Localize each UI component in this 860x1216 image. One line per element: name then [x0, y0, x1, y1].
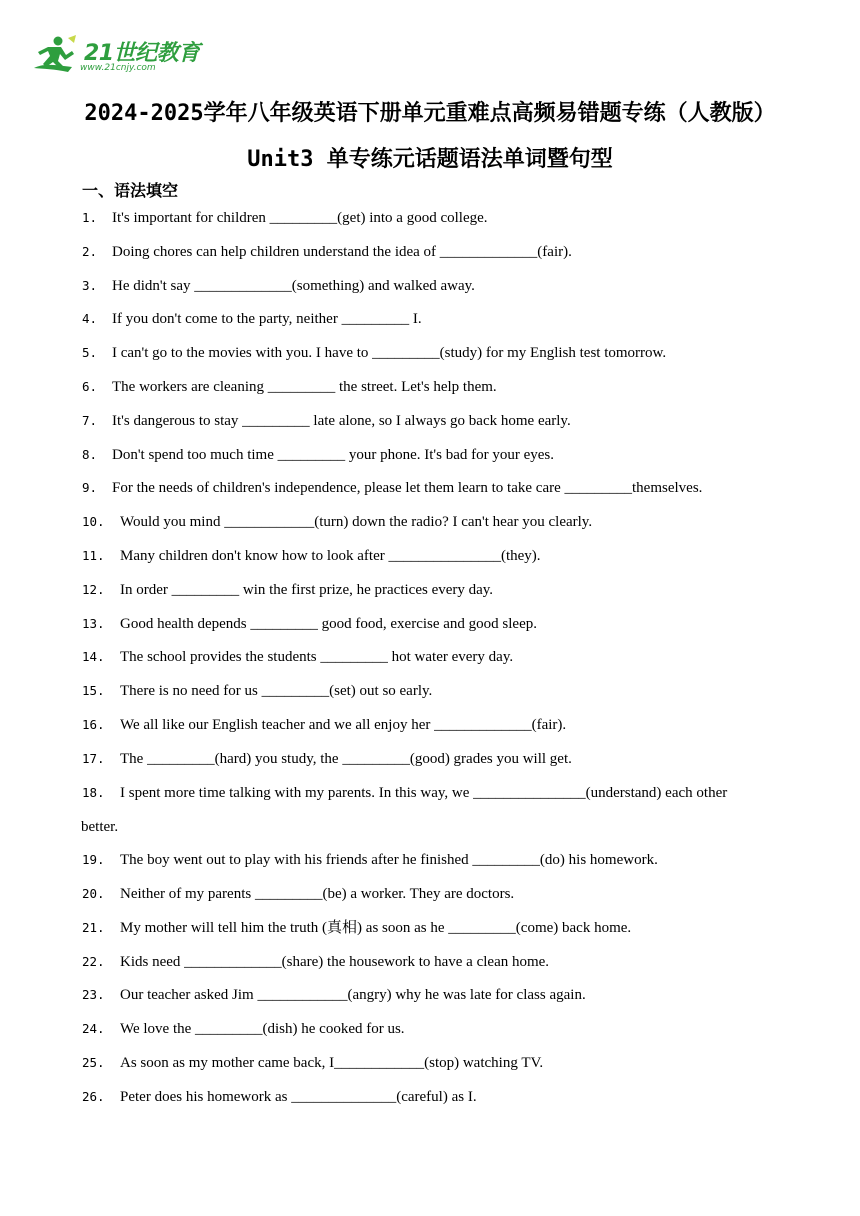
question-number: 21. [82, 919, 105, 935]
question-number: 9. [82, 480, 98, 496]
question-number: 5. [82, 345, 98, 361]
question-item [82, 950, 782, 984]
question-item [82, 341, 782, 375]
question-item [82, 443, 782, 477]
question-text: For the needs of children's independence, please let them learn to take care _________themselves. [112, 480, 703, 497]
question-item [82, 274, 782, 308]
question-text: We love the _________(dish) he cooked for us. [120, 1021, 405, 1038]
question-number: 25. [82, 1054, 105, 1070]
question-item [82, 375, 782, 409]
question-item [82, 578, 782, 612]
site-logo [28, 34, 198, 76]
question-text: The _________(hard) you study, the _________(good) grades you will get. [120, 750, 572, 767]
question-number: 2. [82, 243, 98, 259]
question-item [82, 781, 782, 849]
question-number: 24. [82, 1021, 105, 1037]
question-text: Don't spend too much time _________ your phone. It's bad for your eyes. [112, 446, 555, 463]
question-item [82, 307, 782, 341]
question-number: 18. [82, 784, 105, 800]
question-number: 7. [82, 412, 98, 428]
question-number: 15. [82, 683, 105, 699]
question-text-continuation: better. [81, 818, 119, 835]
question-number: 1. [82, 210, 98, 225]
page-title: 2024-2025学年八年级英语下册单元重难点高频易错题专练（人教版） [84, 101, 776, 126]
question-text: Our teacher asked Jim ____________(angry) why he was late for class again. [120, 987, 586, 1004]
logo-url-text: www.21cnjy.com [80, 63, 156, 73]
question-item [82, 1017, 782, 1051]
question-number: 3. [82, 277, 98, 293]
question-number: 12. [82, 581, 105, 597]
question-number: 13. [82, 615, 105, 631]
question-item [82, 612, 782, 646]
question-text: Kids need _____________(share) the housework to have a clean home. [120, 953, 550, 970]
question-number: 26. [82, 1088, 105, 1104]
question-number: 16. [82, 716, 105, 732]
question-item [82, 713, 782, 747]
question-text: We all like our English teacher and we all enjoy her _____________(fair). [120, 716, 567, 733]
question-text: Doing chores can help children understand the idea of _____________(fair). [112, 243, 572, 260]
question-text: I can't go to the movies with you. I have to _________(study) for my English test tomorrow. [112, 345, 667, 362]
question-text: Neither of my parents _________(be) a worker. They are doctors. [120, 885, 515, 902]
question-list [82, 206, 782, 1119]
question-text: He didn't say _____________(something) and walked away. [112, 277, 475, 294]
section-heading: 一、语法填空 [82, 181, 179, 200]
logo-brand-text: 21世纪教育 [84, 41, 200, 66]
question-text: Many children don't know how to look after _______________(they). [120, 547, 541, 564]
question-item [82, 510, 782, 544]
question-text: I spent more time talking with my parents. In this way, we _______________(understand) each other [120, 784, 728, 801]
question-item [82, 848, 782, 882]
question-item [82, 1085, 782, 1119]
question-number: 19. [82, 852, 105, 868]
page-subtitle: Unit3 单专练元话题语法单词暨句型 [247, 147, 613, 172]
runner-logo-icon [28, 34, 80, 76]
question-item [82, 544, 782, 578]
question-number: 8. [82, 446, 98, 462]
question-item [82, 882, 782, 916]
question-item [82, 679, 782, 713]
question-item [82, 476, 782, 510]
question-text: If you don't come to the party, neither _________ I. [112, 311, 422, 328]
question-text: It's important for children _________(get) into a good college. [112, 210, 488, 226]
question-number: 4. [82, 311, 98, 327]
question-number: 11. [82, 547, 105, 563]
question-number: 23. [82, 987, 105, 1003]
question-item [82, 916, 782, 950]
question-number: 22. [82, 953, 105, 969]
question-text: The workers are cleaning _________ the street. Let's help them. [112, 378, 497, 395]
question-text: The school provides the students _________ hot water every day. [120, 649, 514, 666]
question-number: 6. [82, 378, 98, 394]
question-text: It's dangerous to stay _________ late alone, so I always go back home early. [112, 412, 571, 429]
question-text: As soon as my mother came back, I____________(stop) watching TV. [120, 1054, 544, 1071]
question-item [82, 409, 782, 443]
question-text: There is no need for us _________(set) out so early. [120, 683, 433, 700]
question-item [82, 747, 782, 781]
question-text: The boy went out to play with his friends after he finished _________(do) his homework. [120, 852, 658, 869]
question-number: 14. [82, 649, 105, 665]
question-text: Good health depends _________ good food, exercise and good sleep. [120, 615, 537, 632]
question-text: Peter does his homework as ______________(careful) as I. [120, 1088, 477, 1105]
question-text: Would you mind ____________(turn) down the radio? I can't hear you clearly. [120, 514, 593, 531]
question-item [82, 645, 782, 679]
question-number: 17. [82, 750, 105, 766]
question-text: In order _________ win the first prize, he practices every day. [120, 581, 494, 598]
question-item [82, 206, 782, 240]
question-number: 10. [82, 514, 105, 530]
question-text: My mother will tell him the truth (真相) as soon as he _________(come) back home. [120, 919, 632, 936]
question-item [82, 240, 782, 274]
question-item [82, 1051, 782, 1085]
question-number: 20. [82, 885, 105, 901]
question-item [82, 983, 782, 1017]
